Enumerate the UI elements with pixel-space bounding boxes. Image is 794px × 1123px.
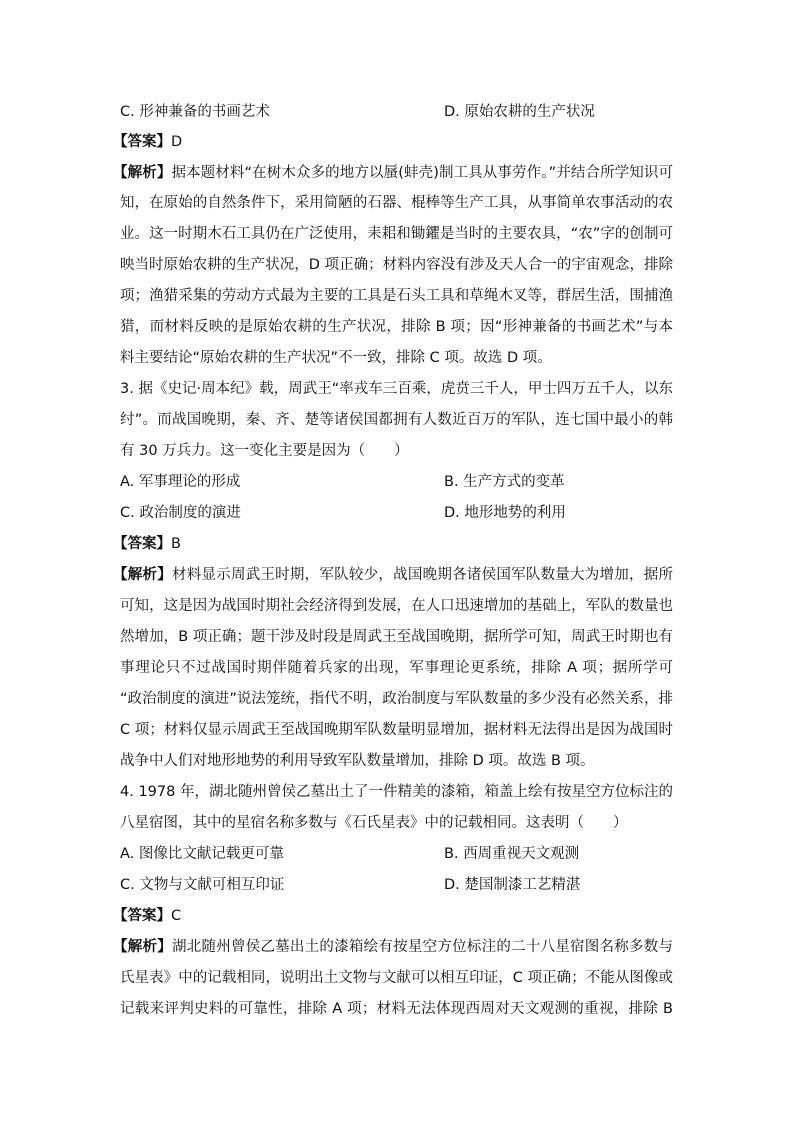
answer-value: D: [171, 134, 183, 150]
q2-analysis-line-5: 猎，而材料反映的是原始农耕的生产状况，排除 B 项；因“形神兼备的书画艺术”与本: [120, 319, 673, 335]
q3-analysis-line-1: 可知，这是因为战国时期社会经济得到发展，在人口迅速增加的基础上，军队的数量也: [120, 598, 673, 614]
analysis-tag: 【解析】: [113, 939, 172, 955]
q4-answer: [113, 906, 181, 926]
q4-analysis-line-0: 【解析】湖北随州曾侯乙墓出土的漆箱绘有按星空方位标注的二十八星宿图名称多数与: [113, 939, 673, 955]
answer-tag: 【答案】: [113, 536, 171, 552]
q3-analysis-line-6: 战争中人们对地形地势的利用导致军队数量增加，排除 D 项。故选 B 项。: [120, 753, 595, 769]
q3-analysis-line-0: 【解析】材料显示周武王时期，军队较少，战国晚期各诸侯国军队数量大为增加，据所: [113, 567, 673, 583]
q2-option-d: D. 原始农耕的生产状况: [444, 104, 595, 120]
q3-stem-line-0: 3. 据《史记·周本纪》载，周武王“率戎车三百乘，虎贲三千人，甲士四万五千人，以东: [120, 381, 673, 397]
answer-tag: 【答案】: [113, 908, 171, 924]
answer-value: C: [171, 908, 182, 924]
q3-option-c: C. 政治制度的演进: [120, 505, 241, 521]
analysis-tag: 【解析】: [113, 567, 172, 583]
q2-analysis-line-6: 料主要结论“原始农耕的生产状况”不一致，排除 C 项。故选 D 项。: [120, 350, 552, 366]
q4-option-c: C. 文物与文献可相互印证: [120, 877, 285, 893]
q3-answer: [113, 534, 181, 554]
q4-stem-line-0: 4. 1978 年，湖北随州曾侯乙墓出土了一件精美的漆箱，箱盖上绘有按星空方位标注的: [120, 784, 673, 800]
q2-analysis-line-2: 业。这一时期木石工具仍在广泛使用，耒耜和锄鑺是当时的主要农具，“农”字的创制可: [120, 226, 673, 242]
q2-analysis-line-0: 【解析】据本题材料“在树木众多的地方以蜃(蚌壳)制工具从事劳作。”并结合所学知识可: [113, 165, 673, 181]
q2-analysis-line-3: 映当时原始农耕的生产状况，D 项正确；材料内容没有涉及天人合一的宇宙观念，排除: [120, 257, 673, 273]
q3-option-b: B. 生产方式的变革: [444, 474, 565, 490]
q4-analysis-line-1: 氏星表》中的记载相同，说明出土文物与文献可以相互印证，C 项正确；不能从图像或: [120, 970, 673, 986]
q2-answer: [113, 132, 182, 152]
q3-stem-line-1: 纣”。而战国晚期，秦、齐、楚等诸侯国都拥有人数近百万的军队，连七国中最小的韩: [120, 412, 673, 428]
q4-option-d: D. 楚国制漆工艺精湛: [444, 877, 581, 893]
answer-tag: 【答案】: [113, 134, 171, 150]
q4-option-b: B. 西周重视天文观测: [444, 846, 580, 862]
q4-option-a: A. 图像比文献记载更可靠: [120, 846, 284, 862]
q3-stem-line-2: 有 30 万兵力。这一变化主要是因为（ ）: [120, 443, 409, 459]
q2-option-c: C. 形神兼备的书画艺术: [120, 104, 270, 120]
q3-option-a: A. 军事理论的形成: [120, 474, 241, 490]
q4-stem-line-1: 八星宿图，其中的星宿名称多数与《石氏星表》中的记载相同。这表明（ ）: [120, 815, 628, 831]
q3-analysis-line-4: “政治制度的演进”说法笼统，指代不明，政治制度与军队数量的多少没有必然关系，排: [120, 691, 673, 707]
q3-analysis-line-2: 然增加，B 项正确；题干涉及时段是周武王至战国晚期，据所学可知，周武王时期也有: [120, 629, 673, 645]
q3-analysis-line-3: 事理论只不过战国时期伴随着兵家的出现，军事理论更系统，排除 A 项；据所学可: [120, 660, 673, 676]
q2-analysis-line-1: 知，在原始的自然条件下，采用简陋的石器、棍棒等生产工具，从事简单农事活动的农: [120, 195, 673, 211]
q3-analysis-line-5: C 项；材料仅显示周武王至战国晚期军队数量明显增加，据材料无法得出是因为战国时: [120, 722, 673, 738]
q2-analysis-line-4: 项；渔猎采集的劳动方式最为主要的工具是石头工具和草绳木叉等，群居生活，围捕渔: [120, 288, 673, 304]
answer-value: B: [171, 536, 181, 552]
analysis-tag: 【解析】: [113, 165, 172, 181]
q4-analysis-line-2: 记载来评判史料的可靠性，排除 A 项；材料无法体现西周对天文观测的重视，排除 B: [120, 1001, 673, 1017]
q3-option-d: D. 地形地势的利用: [444, 505, 566, 521]
